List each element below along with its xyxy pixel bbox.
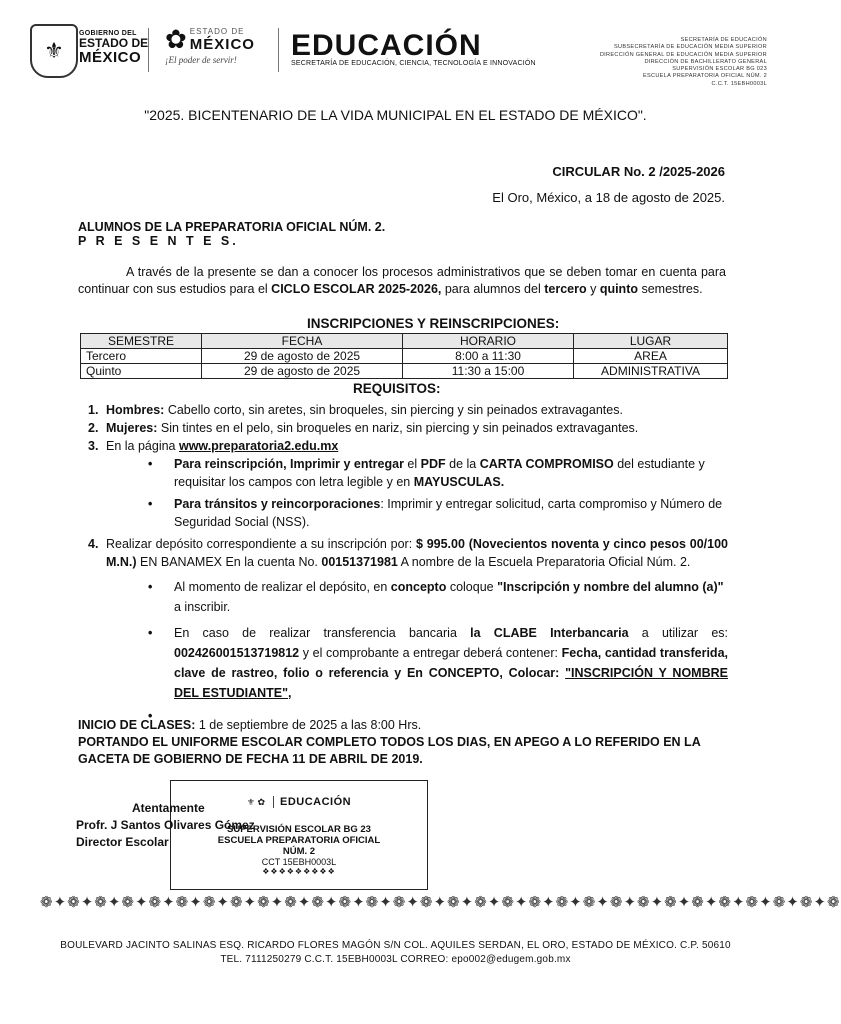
intro-cycle: CICLO ESCOLAR 2025-2026, — [271, 282, 442, 296]
signature-role: Director Escolar — [76, 835, 169, 849]
state-coat-of-arms-icon: ⚜ — [30, 24, 78, 78]
bullet-text: Al momento de realizar el depósito, en — [174, 580, 391, 594]
header-divider-2 — [278, 28, 279, 72]
start-text: 1 de septiembre de 2025 a las 8:00 Hrs. — [195, 718, 422, 732]
stamp-ornament: ❖❖❖❖❖❖❖❖❖ — [262, 867, 336, 876]
column-header: LUGAR — [574, 334, 728, 349]
intro-text: y — [586, 282, 600, 296]
dependency-line: DIRECCIÓN GENERAL DE EDUCACIÓN MEDIA SUPERIOR — [599, 51, 767, 58]
gobierno-logo-text — [79, 30, 148, 66]
intro-third: tercero — [544, 282, 587, 296]
item-text: Cabello corto, sin aretes, sin broqueles, sin piercing y sin peinados extravagantes. — [164, 403, 623, 417]
dependency-line: SECRETARÍA DE EDUCACIÓN — [680, 37, 767, 43]
item-text: EN BANAMEX En la cuenta No. — [136, 555, 322, 569]
table-cell: 29 de agosto de 2025 — [202, 349, 403, 364]
schedule-table — [80, 333, 728, 379]
header-divider — [148, 28, 149, 72]
intro-fifth: quinto — [599, 282, 638, 296]
place-date: El Oro, México, a 18 de agosto de 2025. — [492, 190, 725, 205]
start-of-classes — [78, 717, 728, 768]
list-item — [88, 535, 728, 571]
item-label: Hombres: — [106, 403, 165, 417]
sub-list-item — [144, 455, 728, 491]
uniform-notice: PORTANDO EL UNIFORME ESCOLAR COMPLETO TODOS LOS DIAS, EN APEGO A LO REFERIDO EN LA GACETA DE GOBIERNO DE FECHA 11 DE ABRIL DE 2019. — [78, 735, 701, 766]
bullet-text: , — [288, 686, 292, 700]
footer-address: BOULEVARD JACINTO SALINAS ESQ. RICARDO FLORES MAGÓN S/N COL. AQUILES SERDAN, EL ORO, ESTADO DE MÉXICO. C.P. 50610 — [60, 940, 731, 951]
requisitos-title: REQUISITOS: — [353, 381, 441, 396]
dependency-line: C.C.T. 15EBH0003L — [711, 80, 767, 87]
presentes: P R E S E N T E S. — [78, 234, 239, 248]
item-number: 2. — [88, 421, 99, 435]
intro-text: para alumnos del — [441, 282, 545, 296]
sub-list-item — [144, 623, 728, 703]
dependency-line: SUPERVISIÓN ESCOLAR BG 023 — [672, 66, 767, 73]
edomex-top: ESTADO DE — [189, 26, 245, 36]
stamp-line: CCT 15EBH0003L — [261, 857, 337, 867]
bullet-text: y el comprobante a entregar deberá contener: — [299, 646, 562, 660]
decorative-band: ❁✦❁✦❁✦❁✦❁✦❁✦❁✦❁✦❁✦❁✦❁✦❁✦❁✦❁✦❁✦❁✦❁✦❁✦❁✦❁✦❁✦❁✦❁✦❁✦❁✦❁✦❁✦❁✦❁✦❁ — [40, 894, 841, 911]
clabe: 002426001513719812 — [174, 646, 300, 660]
bullet-bold: "Inscripción y nombre del alumno (a)" — [497, 580, 724, 594]
bullet-text: del estudiante y requisitar los campos con letra legible y en — [174, 457, 705, 489]
edomex-name: MÉXICO — [189, 35, 255, 53]
inscripciones-title: INSCRIPCIONES Y REINSCRIPCIONES: — [307, 316, 560, 331]
bullet-bold: Para tránsitos y reincorporaciones — [174, 497, 381, 511]
item-text: En la página — [106, 439, 179, 453]
bullet-bold-underlined: "INSCRIPCIÓN Y NOMBRE DEL ESTUDIANTE" — [174, 666, 728, 700]
stamp-line: NÚM. 2 — [282, 846, 316, 857]
stamp-line: SUPERVISIÓN ESCOLAR BG 23 — [227, 824, 371, 835]
item-text: Sin tintes en el pelo, sin broqueles en nariz, sin piercing y sin peinados extravagantes. — [157, 421, 639, 435]
bullet-text: a inscribir. — [174, 600, 231, 614]
column-header: FECHA — [202, 334, 403, 349]
stamp-edu: EDUCACIÓN — [273, 796, 351, 808]
item-number: 3. — [88, 439, 99, 453]
footer-contact: TEL. 7111250279 C.C.T. 15EBH0003L CORREO: epo002@edugem.gob.mx — [220, 954, 571, 965]
bullet-bold: Para reinscripción, Imprimir y entregar — [174, 457, 404, 471]
item-text: A nombre de la Escuela Preparatoria Oficial Núm. 2. — [397, 555, 691, 569]
table-cell: Tercero — [81, 349, 202, 364]
start-line — [78, 717, 728, 734]
bullet-bold: concepto — [390, 580, 447, 594]
requirements-list — [88, 401, 728, 725]
circular-number: CIRCULAR No. 2 /2025-2026 — [552, 164, 725, 179]
column-header: HORARIO — [403, 334, 574, 349]
table-cell: 8:00 a 11:30 — [403, 349, 574, 364]
dependency-line: DIRECCIÓN DE BACHILLERATO GENERAL — [644, 58, 767, 65]
edomex-emblem-icon: ✿ — [165, 24, 187, 54]
column-header: SEMESTRE — [81, 334, 202, 349]
table-cell: AREA — [574, 349, 728, 364]
edomex-logo — [165, 24, 255, 65]
table-row — [81, 364, 728, 379]
bullet-text: a utilizar es: — [628, 626, 728, 640]
table-cell: Quinto — [81, 364, 202, 379]
addressee: ALUMNOS DE LA PREPARATORIA OFICIAL NÚM. 2. — [78, 220, 386, 234]
bullet-text: el — [403, 457, 421, 471]
edu-subtitle: SECRETARÍA DE EDUCACIÓN, CIENCIA, TECNOLOGÍA E INNOVACIÓN — [291, 60, 536, 67]
stamp-emblem-icon: ⚜ ✿ — [246, 796, 265, 807]
sub-list-item — [144, 495, 728, 531]
item-number: 1. — [88, 403, 99, 417]
bullet-bold: la CLABE Interbancaria — [470, 626, 629, 640]
gov-line1: GOBIERNO DEL — [79, 30, 137, 37]
table-row — [81, 349, 728, 364]
item-label: Mujeres: — [106, 421, 158, 435]
sub-list-item — [144, 577, 728, 617]
account-number: 00151371981 — [321, 555, 398, 569]
bullet-bold: PDF — [420, 457, 446, 471]
bullet-text: En caso de realizar transferencia bancaria — [174, 626, 471, 640]
year-motto: "2025. BICENTENARIO DE LA VIDA MUNICIPAL EN EL ESTADO DE MÉXICO". — [144, 107, 647, 123]
bullet-text: de la — [445, 457, 480, 471]
bullet-text: : Imprimir y entregar solicitud, carta compromiso y Número de Seguridad Social (NSS). — [174, 497, 723, 529]
bullet-text: coloque — [446, 580, 498, 594]
table-cell: 29 de agosto de 2025 — [202, 364, 403, 379]
table-cell: ADMINISTRATIVA — [574, 364, 728, 379]
intro-text: A través de la presente se dan a conocer los procesos administrativos que se deben tomar en cuenta para continuar con sus estudios para el — [78, 265, 726, 296]
table-header-row — [81, 334, 728, 349]
gov-line3: MÉXICO — [79, 48, 142, 66]
dependency-line: ESCUELA PREPARATORIA OFICIAL NÚM. 2 — [642, 73, 767, 80]
item-number: 4. — [88, 537, 99, 551]
bullet-bold: MAYUSCULAS. — [413, 475, 505, 489]
dependency-line: SUBSECRETARÍA DE EDUCACIÓN MEDIA SUPERIOR — [614, 44, 767, 51]
website-link[interactable]: www.preparatoria2.edu.mx — [178, 439, 339, 453]
gov-line2: ESTADO DE — [79, 36, 149, 51]
list-item — [88, 437, 728, 455]
item-text: Realizar depósito correspondiente a su inscripción por: — [106, 537, 416, 551]
bullet-bold: Fecha, cantidad transferida, clave de rastreo, folio o referencia y En CONCEPTO, Colocar: — [174, 646, 728, 680]
list-item — [88, 419, 728, 437]
intro-paragraph — [78, 264, 726, 298]
signature-name: Profr. J Santos Olivares Gómez — [76, 818, 255, 832]
signature-block — [76, 800, 255, 851]
start-label: INICIO DE CLASES: — [78, 718, 196, 732]
bullet-bold: CARTA COMPROMISO — [479, 457, 614, 471]
table-cell: 11:30 a 15:00 — [403, 364, 574, 379]
signature-atte: Atentamente — [132, 801, 205, 815]
dependency-block — [600, 37, 767, 88]
edu-title: EDUCACIÓN — [291, 29, 482, 62]
intro-text: semestres. — [638, 282, 703, 296]
stamp-line: ESCUELA PREPARATORIA OFICIAL — [217, 835, 381, 846]
list-item — [88, 401, 728, 419]
amount: $ 995.00 (Novecientos noventa y cinco pesos 00/100 M.N.) — [106, 537, 728, 569]
edomex-slogan: ¡El poder de servir! — [165, 55, 237, 65]
